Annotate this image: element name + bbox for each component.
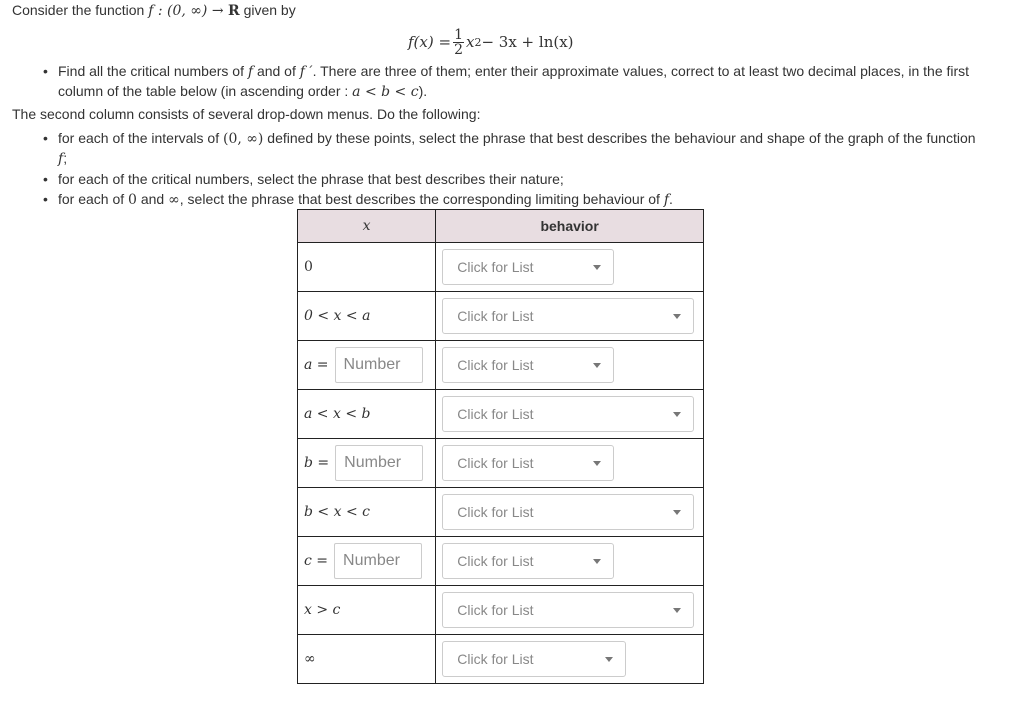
instruction-math: f ′ [299,64,313,80]
formula-fraction-denominator: 2 [454,41,463,58]
row-behavior-cell [436,635,704,684]
dropdown-label: Click for List [457,259,534,275]
row-behavior-cell [436,537,704,586]
header-x: x [298,210,436,243]
instruction-math-order: a < b < c [352,84,419,100]
chevron-down-icon [593,265,601,270]
table-row [298,537,704,586]
row-behavior-cell [436,292,704,341]
intro-function-signature: f : (0, ∞) → [148,3,229,19]
behavior-dropdown[interactable] [442,298,694,334]
table-row [298,390,704,439]
behavior-dropdown[interactable] [442,445,614,481]
table-row [298,292,704,341]
table-row [298,439,704,488]
chevron-down-icon [605,657,613,662]
row-label: a < x < b [298,390,436,439]
row-behavior-cell [436,341,704,390]
input-placeholder: Number [343,552,400,569]
chevron-down-icon [593,363,601,368]
instruction-text: and of [256,63,296,79]
formula-lhs: f(x) = [408,33,452,51]
instruction-text: ; [63,150,68,166]
critical-number-c-input[interactable] [334,543,422,579]
input-placeholder: Number [343,356,401,373]
formula-rest: − 3x + ln(x) [481,33,574,51]
dropdown-label: Click for List [457,357,534,373]
formula-fraction [453,28,464,57]
instruction-text: defined by these points, select the phrase that best describes the behaviour and shape of the graph of the function [267,130,976,146]
input-placeholder: Number [344,454,402,471]
instruction-bullet-limits [58,190,988,210]
instruction-math: f [58,151,64,167]
row-label: 0 < x < a [298,292,436,341]
instruction-bullet-critical-numbers [58,62,988,102]
instruction-list-1 [58,62,988,102]
dropdown-label: Click for List [457,406,534,422]
chevron-down-icon [673,608,681,613]
row-label: a = [304,357,329,373]
function-formula [408,22,574,62]
behavior-dropdown[interactable] [442,396,694,432]
instruction-text: Find all the critical numbers of [58,63,244,79]
behavior-dropdown[interactable] [442,543,614,579]
table-row [298,243,704,292]
behavior-dropdown[interactable] [442,494,694,530]
behavior-dropdown[interactable] [442,641,626,677]
behavior-dropdown[interactable] [442,249,614,285]
row-behavior-cell [436,586,704,635]
row-label-cell [298,439,436,488]
instruction-text: for each of the intervals of [58,130,220,146]
critical-number-b-input[interactable] [335,445,423,481]
dropdown-label: Click for List [457,455,534,471]
intro-text [12,2,296,19]
second-column-instructions: The second column consists of several drop-down menus. Do the following: [12,106,481,122]
behavior-table [297,209,704,684]
intro-prefix: Consider the function [12,2,145,18]
table-row [298,341,704,390]
row-label: ∞ [298,635,436,684]
row-label: b < x < c [298,488,436,537]
row-behavior-cell [436,488,704,537]
table-row [298,488,704,537]
chevron-down-icon [673,412,681,417]
row-label-cell [298,341,436,390]
table-row [298,586,704,635]
instruction-text: . [669,191,673,207]
instruction-math: 0 [128,192,137,208]
behavior-dropdown[interactable] [442,592,694,628]
dropdown-label: Click for List [457,308,534,324]
critical-number-a-input[interactable] [335,347,423,383]
instruction-bullet-nature: • for each of the critical numbers, select the phrase that best describes their nature; [58,170,988,189]
instruction-math: ∞ [168,192,180,208]
instruction-list-2 [58,129,988,211]
instruction-text: and [140,191,165,207]
chevron-down-icon [593,559,601,564]
dropdown-label: Click for List [457,602,534,618]
table-header-row [298,210,704,243]
instruction-bullet-intervals [58,129,988,169]
formula-exponent: 2 [474,35,482,49]
row-behavior-cell [436,243,704,292]
row-label: x > c [298,586,436,635]
formula-fraction-numerator: 1 [454,26,463,43]
intro-codomain: R [228,3,240,19]
chevron-down-icon [673,510,681,515]
dropdown-label: Click for List [457,651,534,667]
row-label: c = [304,553,329,569]
row-label: 0 [298,243,436,292]
behavior-dropdown[interactable] [442,347,614,383]
dropdown-label: Click for List [457,553,534,569]
row-behavior-cell [436,390,704,439]
instruction-text: , select the phrase that best describes the corresponding limiting behaviour of [179,191,660,207]
chevron-down-icon [593,461,601,466]
table-row [298,635,704,684]
dropdown-label: Click for List [457,504,534,520]
row-label: b = [304,455,330,471]
instruction-text: . There are three of them; enter their approximate values, correct to at least two decimal places, in the first column of the table below (in ascending order : [58,63,970,99]
instruction-math: (0, ∞) [222,131,264,147]
intro-suffix: given by [243,2,296,18]
formula-variable: x [465,33,475,51]
instruction-text: ). [418,83,428,99]
header-behavior: behavior [436,210,704,243]
instruction-math: f [247,64,254,80]
instruction-math: f [663,192,670,208]
instruction-text: for each of [58,191,125,207]
row-label-cell [298,537,436,586]
chevron-down-icon [673,314,681,319]
row-behavior-cell [436,439,704,488]
